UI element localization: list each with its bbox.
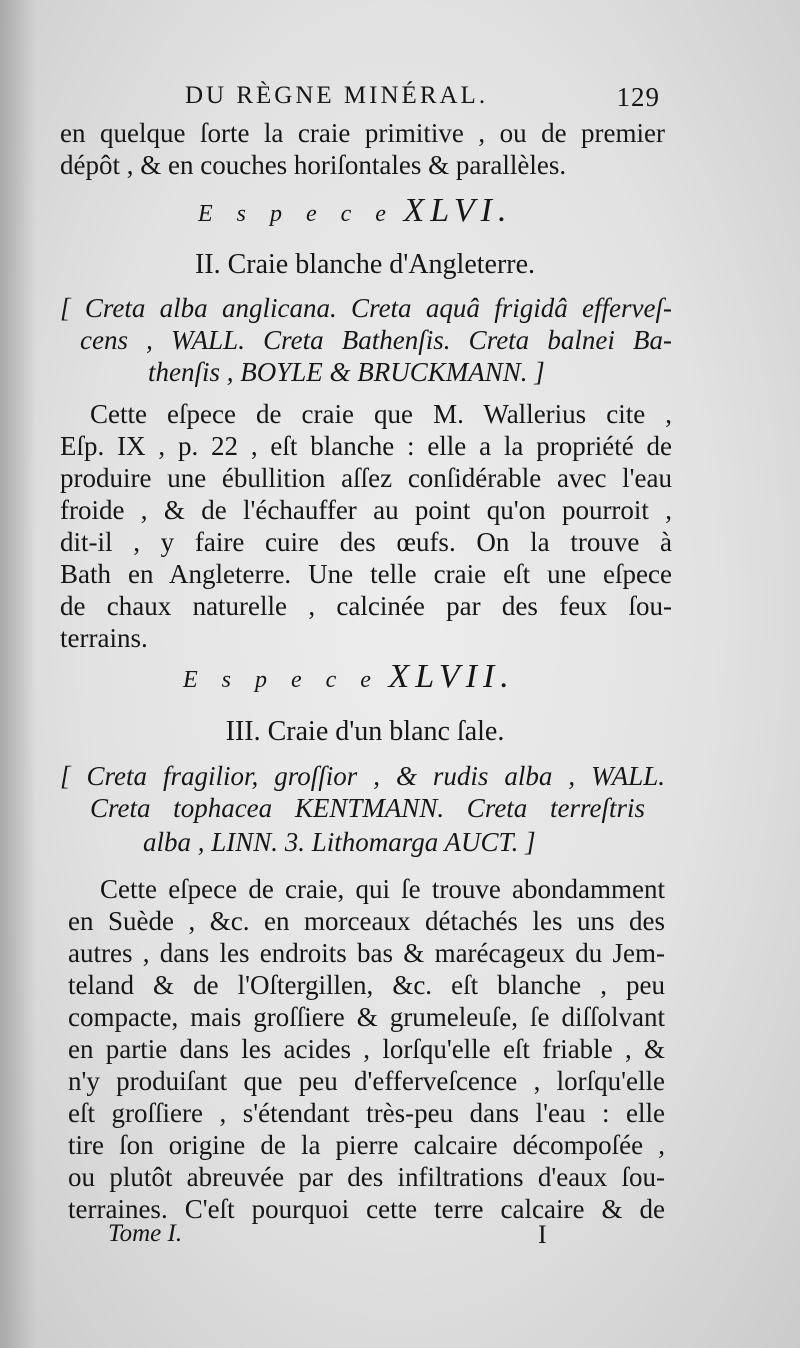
- species-heading-label: E s p e c e: [198, 201, 395, 227]
- running-head: [185, 82, 660, 116]
- body-line: eſt groſſiere , s'étendant très-peu dans l'eau : elle: [68, 1098, 665, 1128]
- running-title: DU RÈGNE MINÉRAL.: [185, 82, 489, 109]
- body-line: de chaux naturelle , calcinée par des feux ſou-: [60, 591, 672, 621]
- body-line: en Suède , &c. en morceaux détachés les uns des: [68, 906, 665, 936]
- synonymy-line: [ Creta fragilior, groſſior , & rudis alba , WALL.: [60, 761, 665, 791]
- body-line: autres , dans les endroits bas & marécageux du Jem-: [68, 938, 665, 968]
- body-line: terraines. C'eſt pourquoi cette terre calcaire & de: [68, 1194, 665, 1224]
- body-line: terrains.: [60, 623, 148, 653]
- body-line: teland & de l'Oſtergillen, &c. eſt blanche , peu: [68, 970, 665, 1000]
- body-line: Eſp. IX , p. 22 , eſt blanche : elle a la propriété de: [60, 431, 672, 461]
- species-heading: [198, 192, 512, 230]
- body-line: dit-il , y faire cuire des œufs. On la trouve à: [60, 527, 672, 557]
- synonymy-line: Creta tophacea KENTMANN. Creta terreſtris: [90, 793, 645, 823]
- species-subtitle: II. Craie blanche d'Angleterre.: [194, 249, 536, 280]
- species-heading-label: E s p e c e: [183, 667, 380, 693]
- synonymy-line: cens , WALL. Creta Bathenſis. Creta balnei Ba-: [80, 325, 672, 355]
- body-line: ou plutôt abreuvée par des infiltrations d'eaux ſou-: [68, 1162, 665, 1192]
- intro-line: dépôt , & en couches horiſontales & parallèles.: [60, 150, 567, 180]
- species-subtitle: III. Craie d'un blanc ſale.: [225, 716, 505, 747]
- synonymy-line: thenſis , BOYLE & BRUCKMANN. ]: [148, 357, 545, 387]
- body-line: froide , & de l'échauffer au point qu'on pourroit ,: [60, 495, 672, 525]
- body-line: n'y produiſant que peu d'efferveſcence , lorſqu'elle: [68, 1066, 665, 1096]
- page-edge-shadow: [0, 0, 36, 1348]
- body-line: Cette eſpece de craie que M. Wallerius cite ,: [90, 399, 672, 429]
- body-line: produire une ébullition aſſez conſidérable avec l'eau: [60, 463, 672, 493]
- synonymy-line: alba , LINN. 3. Lithomarga AUCT. ]: [143, 827, 536, 857]
- species-heading: [183, 658, 515, 696]
- intro-line: en quelque ſorte la craie primitive , ou de premier: [60, 118, 665, 148]
- body-line: tire ſon origine de la pierre calcaire décompoſée ,: [68, 1130, 665, 1160]
- body-line: en partie dans les acides , lorſqu'elle eſt friable , &: [68, 1034, 665, 1064]
- page-number: 129: [616, 82, 660, 112]
- body-line: Bath en Angleterre. Une telle craie eſt une eſpece: [60, 559, 672, 589]
- synonymy-line: [ Creta alba anglicana. Creta aquâ frigidâ efferveſ-: [60, 293, 672, 323]
- body-line: Cette eſpece de craie, qui ſe trouve abondamment: [100, 874, 665, 904]
- volume-label: Tome I.: [108, 1220, 183, 1247]
- species-heading-number: XLVI.: [403, 192, 513, 229]
- signature-mark: I: [538, 1220, 547, 1249]
- body-line: compacte, mais groſſiere & grumeleuſe, ſe diſſolvant: [68, 1002, 665, 1032]
- species-heading-number: XLVII.: [388, 658, 515, 695]
